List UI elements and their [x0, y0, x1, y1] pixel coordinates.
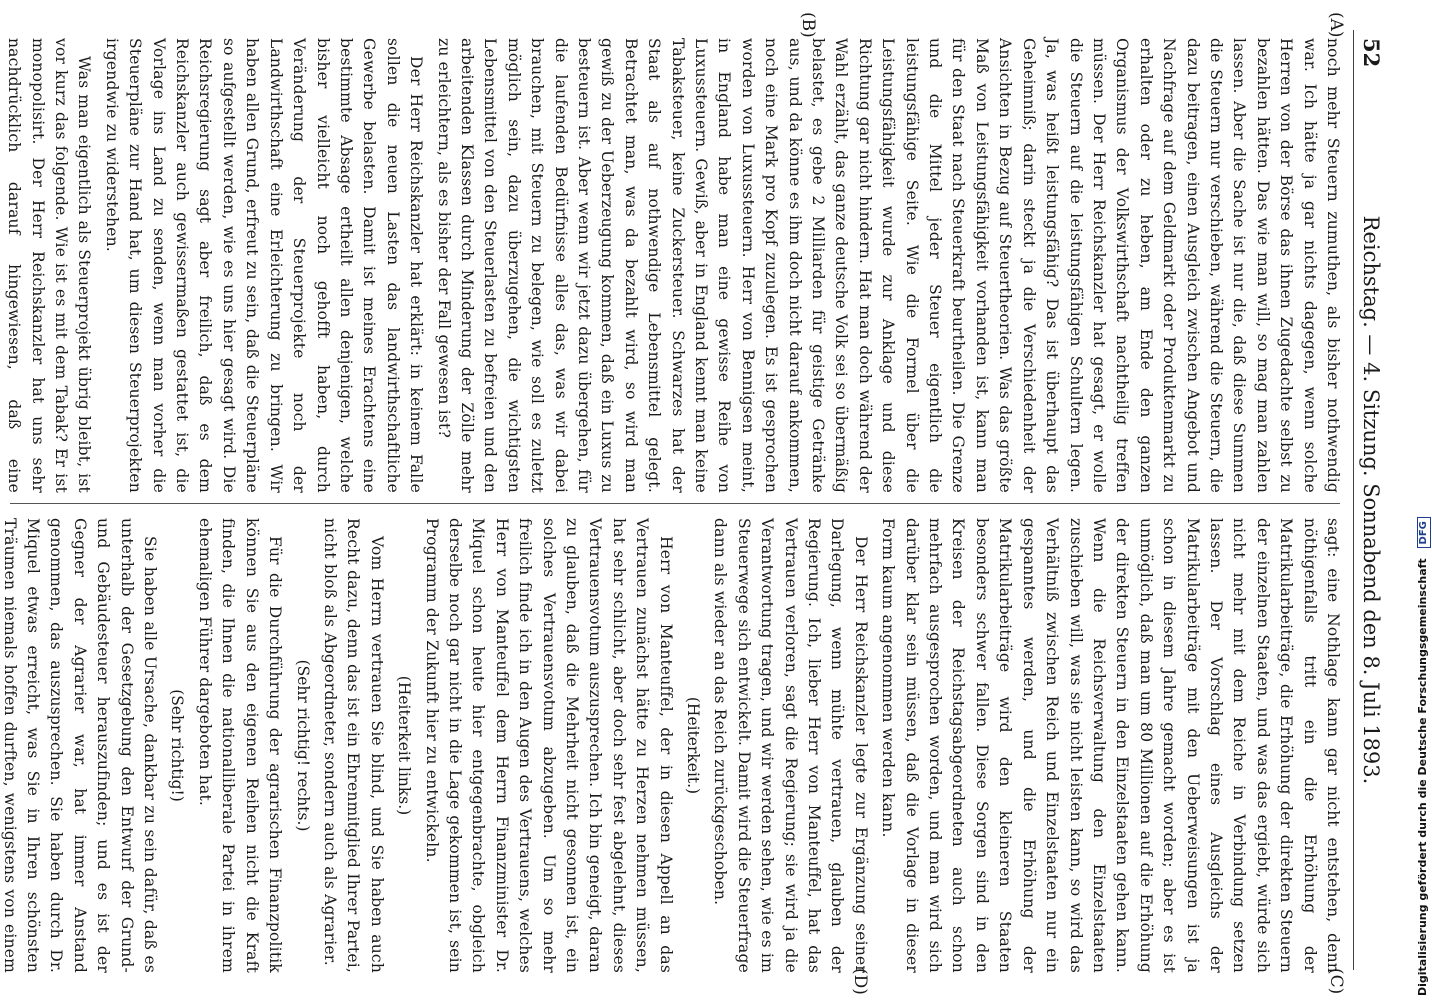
paragraph: Der Herr Reichskanzler hat erklärt: in keinem Falle sollen die neuen Lasten das landwirthschaftliche Gewerbe belasten. Damit ist meines Erachtens eine bestimmte Absage ertheilt allen denjenigen, welche bisher vielleicht noch gehofft haben, durch Veränderung der Steuerprojekte noch der Landwirthschaft eine Erleichterung zu bringen. Wir haben allen Grund, erfreut zu sein, daß die Steuerpläne so aufgestellt werden, wie es uns hier gesagt wird. Die Reichsregierung sagt aber freilich, daß es dem Reichskanzler auch gewissermaßen gestattet ist, die Vorlage ins Land zu senden, wenn man vorher die Steuerpläne zur Hand hat, um diesen Steuerprojekten irgendwie zu widerstehen.: [102, 38, 426, 493]
page-header: [1353, 30, 1388, 970]
stage-direction: (Sehr richtig!): [168, 689, 187, 802]
left-text-column: [0, 38, 1344, 493]
paragraph: Vom Herrn vertrauen Sie blind, und Sie haben auch Recht dazu, denn das ist ein Ehrenmitglied Ihrer Partei, nicht bloß als Abgeordneter, sondern auch als Agrarier.: [320, 518, 386, 973]
margin-marker-d: (D): [850, 968, 870, 995]
stage-direction: (Heiterkeit.): [684, 696, 703, 795]
stage-direction: (Sehr richtig! rechts.): [293, 659, 312, 832]
paragraph: noch mehr Steuern zumuthen, als bisher nothwendig war. Ich hätte ja gar nichts dagegen, wenn solche Herren von der Börse das ihnen Zugedachte selbst zu bezahlen hätten. Das wie man will, so mag man zahlen lassen. Aber die Sache ist nur die, daß diese Summen die Steuern nur verschieben, während die Steuern, die dazu beitragen, einen Ausgleich zwischen Angebot und Nachfrage auf dem Geldmarkt oder Produktenmarkt zu erhalten oder zu heben, am Ende den ganzen Organismus der Volkswirthschaft nachtheilig treffen müssen. Der Herr Reichskanzler hat gesagt, er wolle die Steuern auf die leistungsfähigen Schultern legen. Ja, was heißt leistungsfähig? Das ist überhaupt das Geheimniß; darin steckt ja die Verschiedenheit der Ansichten in Bezug auf Steuertheorien. Was das größte Maß von Leistungsfähigkeit vorhanden ist, kann man für den Staat nach Steuerkraft beurtheilen. Die Grenze und die Mittel jeder Steuer eigentlich die leistungsfähige Seite. Wie die Formel über die Leistungsfähigkeit wurde zur Anklage und diese Richtung gar nicht hindern. Hat man doch während der Wahl erzählt, das ganze deutsche Volk sei so übermäßig belastet, es gebe 2 Milliarden für geistige Getränke aus, und da könne es ihm doch nicht darauf ankommen, noch eine Mark pro Kopf zuzulegen. Es ist gesprochen worden von Luxussteuern. Herr von Bennigsen meint, in England habe man eine gewisse Reihe von Luxussteuern. Gewiß, aber in England kennt man keine Tabaksteuer, keine Zuckersteuer. Schwarzes hat der Staat als auf nothwendige Lebensmittel gelegt. Betrachtet man, was da bezahlt wird, so wird man gewiß zu der Ueberzeugung kommen, daß ein Luxus zu besteuern ist. Aber wenn wir jetzt dazu übergehen, für die laufenden Bedürfnisse alles das, was wir dabei brauchen, mit Steuern zu belegen, wie soll es zuletzt möglich sein, dazu überzugehen, die wichtigsten Lebensmittel von den Steuerlasten zu befreien und den arbeitenden Klassen durch Minderung der Zölle mehr zu erleichtern, als es bisher der Fall gewesen ist?: [434, 38, 1342, 493]
paragraph: Was man eigentlich als Steuerprojekt übrig bleibt, ist vor kurz das folgende. Wie ist es mit dem Tabak? Er ist monopolisirt. Der Herr Reichskanzler hat uns sehr nachdrücklich darauf hingewiesen, daß eine: [5, 38, 94, 493]
paragraph: Der Herr Reichskanzler legte zur Ergänzung seiner Darlegung, wenn mühte vertrauen, glauben der Regierung. Ich, lieber Herr von Manteuffel, hat das Vertrauen verloren, sagt die Regierung; sie wird ja die Verantwortung tragen, und wir werden sehen, wie es im Steuerwege sich entwickelt. Damit wird die Steuerfrage dann als wieder an das Reich zurückgeschoben.: [711, 518, 870, 973]
margin-marker-a: (A): [1326, 12, 1346, 38]
margin-marker-c: (C): [1326, 968, 1346, 995]
running-head: Reichstag. — 4. Sitzung. Sonnabend den 8. Juli 1893.: [1359, 215, 1383, 785]
right-text-column: [0, 518, 1344, 973]
stage-direction: (Heiterkeit links.): [395, 675, 414, 816]
paragraph: Sie haben alle Ursache, dankbar zu sein dafür, daß es unterhalb der Gesetzgebung den Entwurf der Grund- und Gebäudesteuer herauszufinden; und es ist der Gegner der Agrarier war, hat immer Anstand genommen, das auszusprechen. Sie haben durch Dr. Miquel etwas erreicht, was Sie in Ihren schönsten Träumen niemals hoffen durften, wenigstens von einem: [0, 518, 160, 973]
dfg-logo: DFG: [1417, 517, 1431, 548]
digitization-credit-bar: [1414, 0, 1432, 1000]
paragraph: Für die Durchführung der agrarischen Finanzpolitik können Sie aus den eigenen Reihen nicht die Kraft finden, die Ihnen die nationalliberale Partei in ihrem ehemaligen Führer dargeboten hat.: [195, 518, 285, 973]
credit-text: Digitalisierung gefördert durch die Deutsche Forschungsgemeinschaft: [1416, 558, 1429, 996]
page-number: 52: [1359, 38, 1384, 68]
credit-label: [1416, 517, 1431, 996]
paragraph: Herr von Manteuffel, der in diesen Appell an das Vertrauen zunächst hätte zu Herzen nehmen müssen, hat sehr schlicht, aber doch sehr fest abgelehnt, dieses Vertrauensvotum auszusprechen. Ich bin geneigt, daran zu glauben, daß die Mehrheit nicht gesonnen ist, ein solches Vertrauensvotum abzugeben. Um so mehr freilich finde ich in den Augen des Vertrauens, welches Herr von Manteuffel dem Herrn Finanzminister Dr. Miquel schon heute hier entgegenbrachte, obgleich derselbe noch gar nicht in die Lage gekommen ist, sein Programm der Zukunft hier zu entwickeln.: [422, 518, 675, 973]
column-divider: [10, 503, 1340, 504]
margin-marker-b: (B): [798, 12, 818, 38]
paragraph: sagt: eine Nothlage kann gar nicht entstehen, denn nöthigenfalls tritt ein die Erhöhung der Matrikularbeiträge, die Erhöhung der direkten Steuern der einzelnen Staaten, und was das ergiebt, würde sich nicht mehr mit dem Reiche in Verbindung setzen lassen. Der Vorschlag eines Ausgleichs der Matrikularbeiträge mit den Ueberweisungen ist ja schon in diesem Jahre gemacht worden; aber es ist unmöglich, daß man um 80 Millionen auf die Erhöhung der direkten Steuern in den Einzelstaaten gehen kann. Wenn die Reichsverwaltung den Einzelstaaten zuschieben will, was sie nicht leisten kann, so wird das Verhältniß zwischen Reich und Einzelstaaten nur ein gespanntes werden, und die Erhöhung der Matrikularbeiträge wird den kleineren Staaten besonders schwer fallen. Diese Sorgen sind in den Kreisen der Reichstagsabgeordneten auch schon mehrfach ausgesprochen worden, und man wird sich darüber klar sein müssen, daß die Vorlage in dieser Form kaum angenommen werden kann.: [879, 518, 1342, 973]
